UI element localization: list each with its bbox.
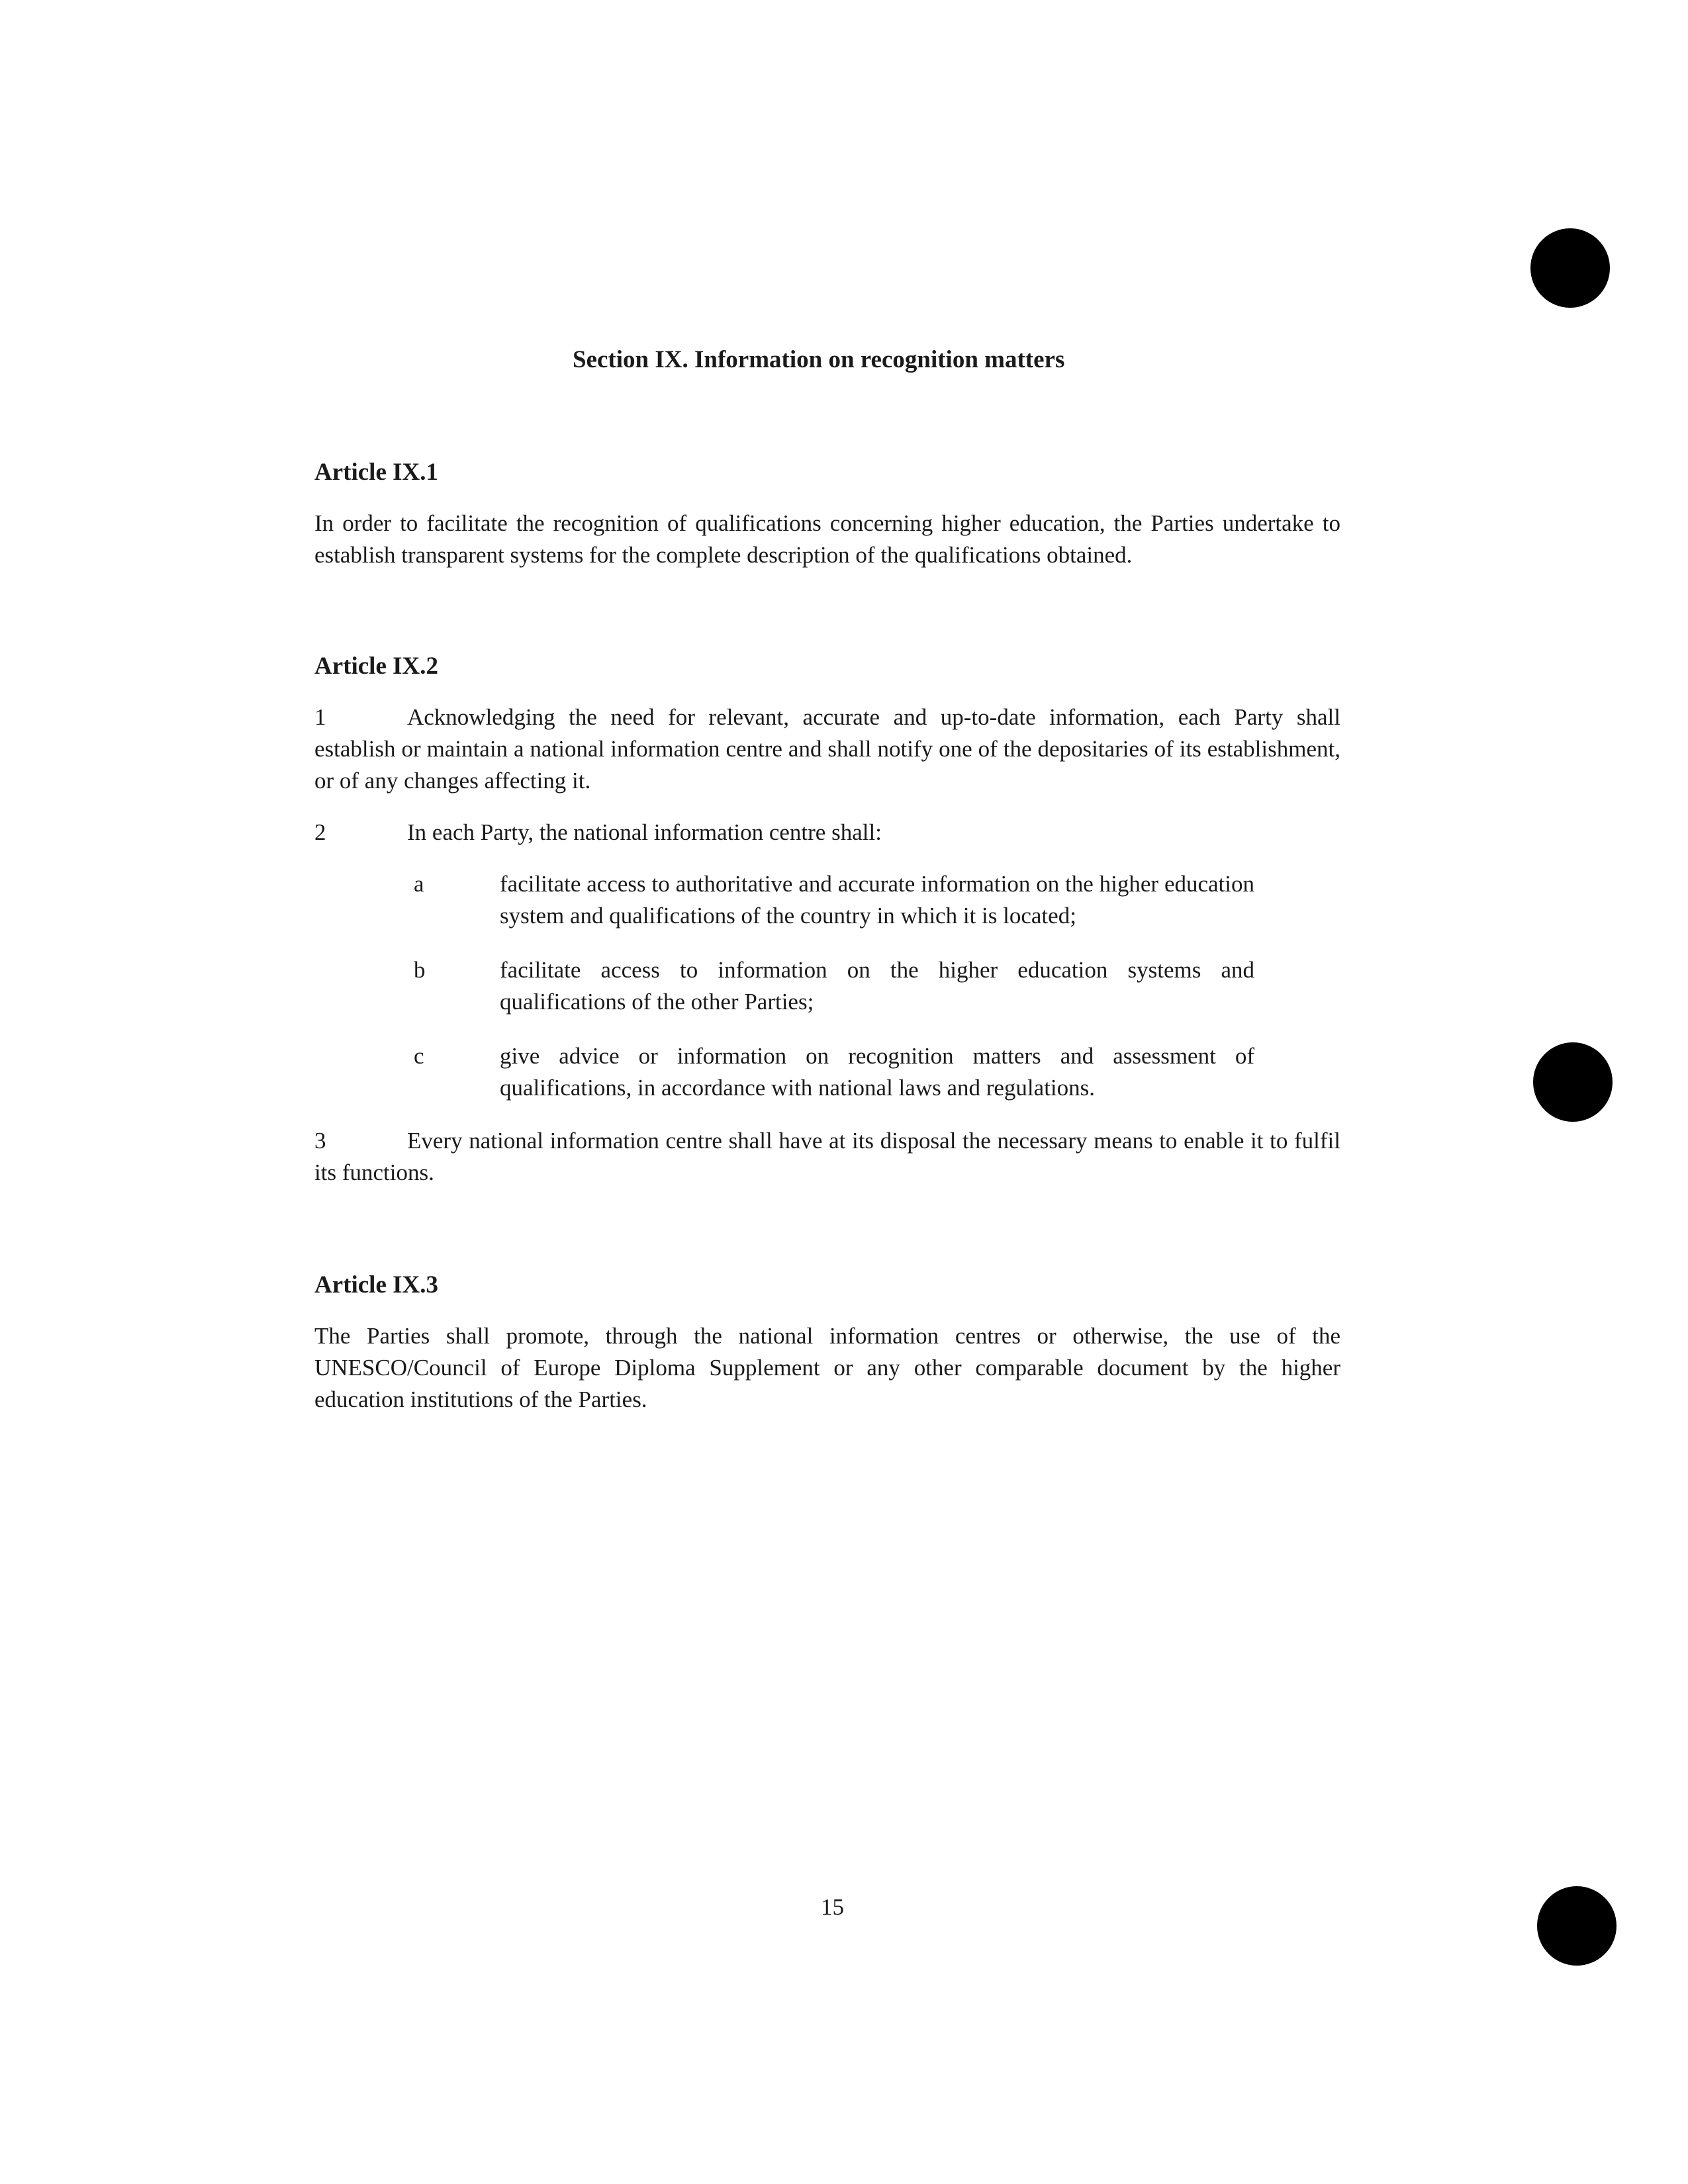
punch-hole-top [1530, 228, 1610, 308]
punch-hole-bottom [1537, 1886, 1617, 1966]
article-ix-3 [314, 1271, 1340, 1416]
article-heading: Article IX.2 [314, 653, 438, 680]
item-letter: c [414, 1043, 424, 1069]
paragraph-number: 3 [314, 1128, 326, 1154]
article-ix-2 [314, 652, 1340, 1189]
list-item-b [414, 954, 1254, 1018]
article-paragraph: The Parties shall promote, through the national information centres or otherwise, the use of the UNESCO/Council of Europe Diploma Supplement or any other comparable document by the higher education institutions of the Parties. [314, 1323, 1340, 1412]
paragraph-number: 2 [314, 819, 326, 845]
item-text: facilitate access to authoritative and accurate information on the higher education system and qualifications of the country in which it is located; [500, 871, 1254, 929]
list-item-c [414, 1040, 1254, 1104]
article-ix-1 [314, 458, 1340, 571]
item-text: give advice or information on recognition matters and assessment of qualifications, in accordance with national laws and regulations. [500, 1043, 1254, 1101]
item-letter: a [414, 871, 424, 897]
section-title: Section IX. Information on recognition matters [573, 346, 1065, 373]
numbered-paragraph-1 [314, 702, 1340, 797]
list-item-a [414, 868, 1254, 932]
paragraph-text: In each Party, the national information centre shall: [407, 819, 882, 845]
numbered-paragraph-2 [314, 817, 1340, 848]
article-heading: Article IX.1 [314, 459, 438, 486]
paragraph-number: 1 [314, 704, 326, 730]
item-text: facilitate access to information on the higher education systems and qualifications of the other Parties; [500, 957, 1254, 1015]
paragraph-text: Every national information centre shall have at its disposal the necessary means to enable it to fulfil its functions. [314, 1128, 1340, 1185]
paragraph-text: Acknowledging the need for relevant, accurate and up-to-date information, each Party shall establish or maintain a national information centre and shall notify one of the depositaries of its establishment, or of any changes affecting it. [314, 704, 1340, 794]
punch-hole-middle [1533, 1042, 1613, 1122]
article-paragraph: In order to facilitate the recognition of qualifications concerning higher education, the Parties undertake to establish transparent systems for the complete description of the qualifications obtained. [314, 510, 1340, 568]
page-number: 15 [821, 1894, 844, 1920]
numbered-paragraph-3 [314, 1125, 1340, 1189]
article-heading: Article IX.3 [314, 1271, 438, 1298]
item-letter: b [414, 957, 426, 983]
